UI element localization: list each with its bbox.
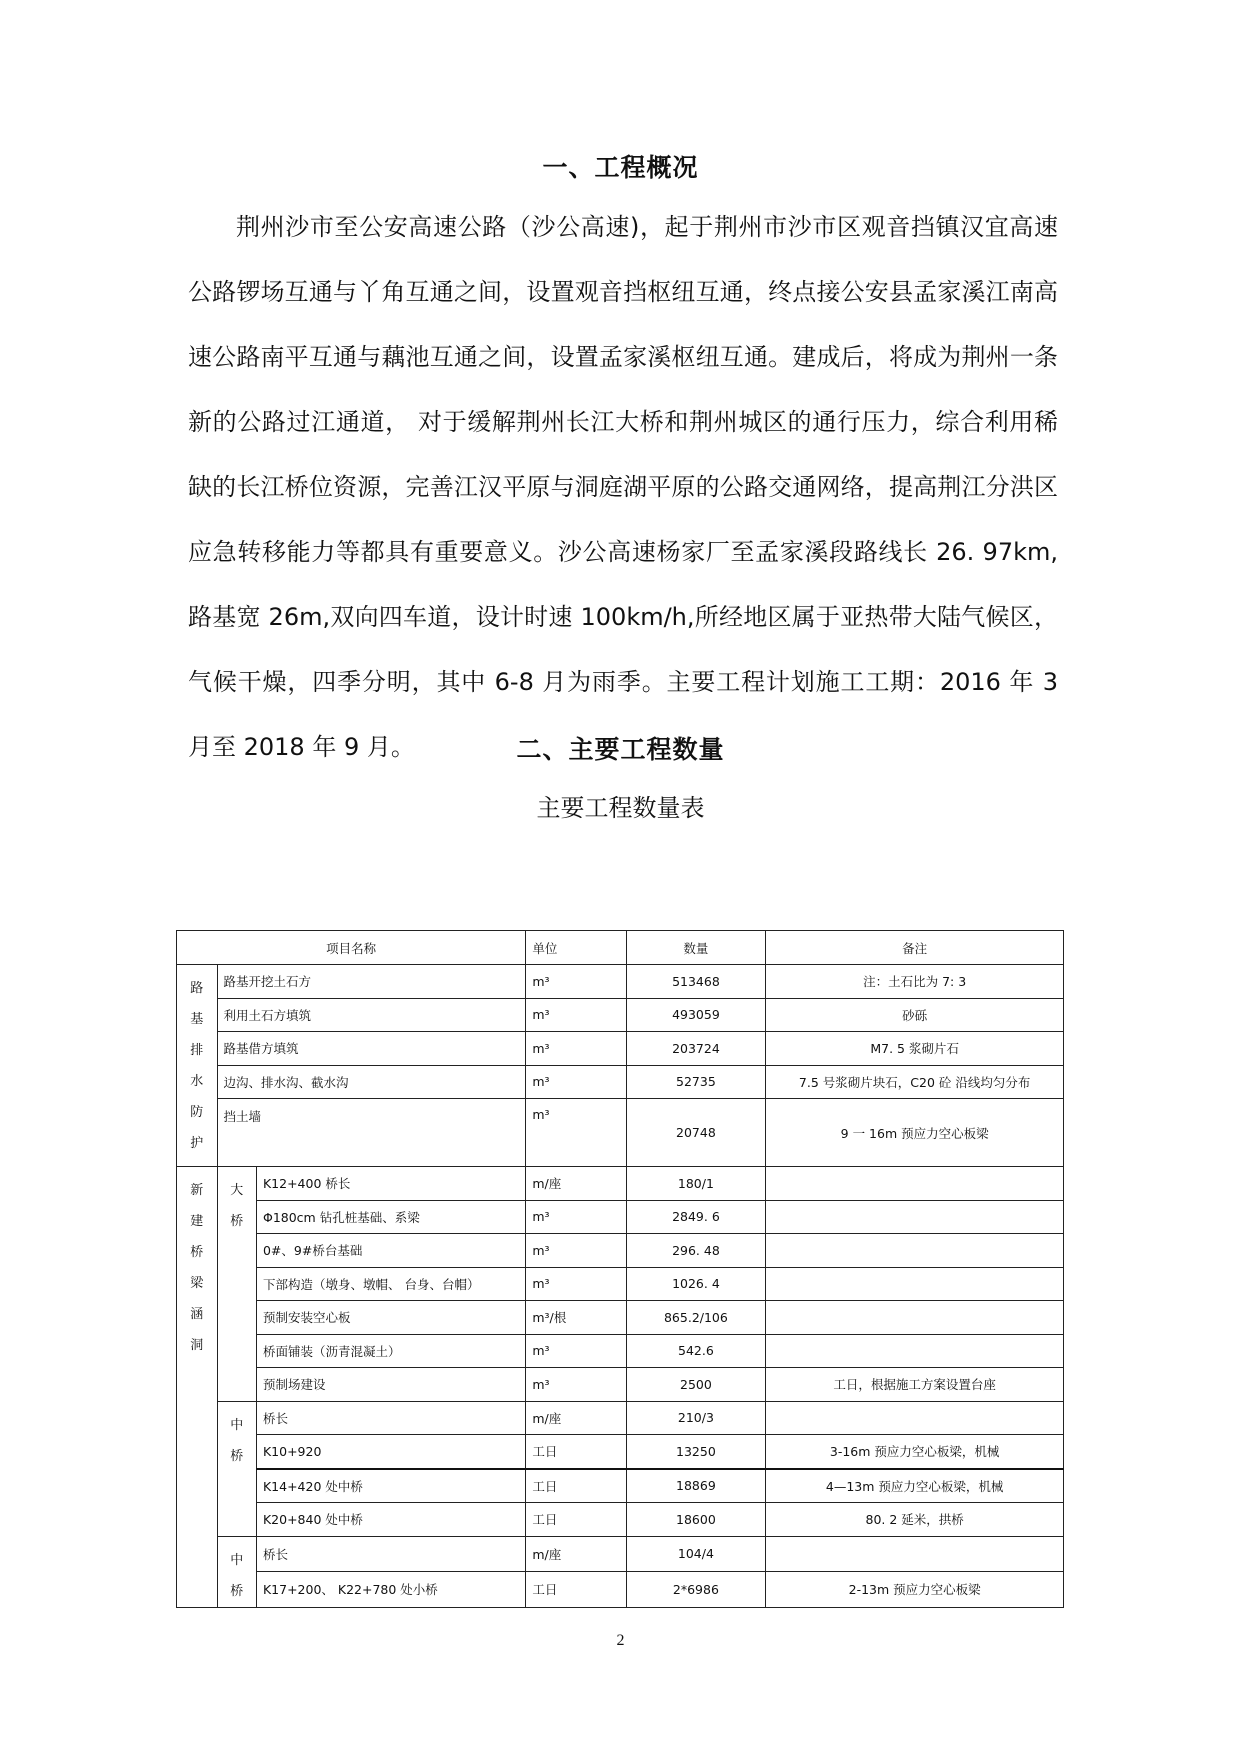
cell-qty: 13250 xyxy=(626,1435,766,1469)
cell-qty: 18600 xyxy=(626,1503,766,1537)
cell-note: 2-13m 预应力空心板梁 xyxy=(766,1572,1064,1608)
cell-note xyxy=(766,1234,1064,1268)
sublabel-large-bridge: 大 桥 xyxy=(217,1167,256,1402)
section-heading-overview: 一、工程概况 xyxy=(542,153,699,182)
cell-name: K20+840 处中桥 xyxy=(256,1503,525,1537)
cell-name: 边沟、排水沟、截水沟 xyxy=(217,1065,526,1099)
cell-unit: m³ xyxy=(526,1099,626,1167)
header-name: 项目名称 xyxy=(177,931,526,965)
cell-name: 预制安装空心板 xyxy=(256,1301,525,1335)
cell-note xyxy=(766,1301,1064,1335)
table-row xyxy=(177,1032,1064,1066)
cell-qty: 2500 xyxy=(626,1368,766,1402)
cell-unit: m³ xyxy=(526,1234,626,1268)
cell-unit: 工日 xyxy=(526,1435,626,1469)
table-row xyxy=(177,1167,1064,1201)
sublabel-small-bridge: 中 桥 xyxy=(217,1536,256,1607)
cell-name: 桥长 xyxy=(256,1401,525,1435)
table-row xyxy=(177,1435,1064,1469)
cell-qty: 865.2/106 xyxy=(626,1301,766,1335)
table-row xyxy=(177,1368,1064,1402)
cell-note: 80. 2 延米，拱桥 xyxy=(766,1503,1064,1537)
quantities-table xyxy=(176,930,1064,1608)
table-row xyxy=(177,1301,1064,1335)
cell-qty: 104/4 xyxy=(626,1536,766,1572)
cell-unit: m³ xyxy=(526,1200,626,1234)
cell-unit: m³ xyxy=(526,1267,626,1301)
cell-name: 预制场建设 xyxy=(256,1368,525,1402)
table-row xyxy=(177,1099,1064,1167)
cell-unit: 工日 xyxy=(526,1469,626,1503)
cell-name: 路基开挖土石方 xyxy=(217,965,526,999)
table-row xyxy=(177,965,1064,999)
table-header-row xyxy=(177,931,1064,965)
cell-name: 0#、9#桥台基础 xyxy=(256,1234,525,1268)
cell-note: 3-16m 预应力空心板梁，机械 xyxy=(766,1435,1064,1469)
cell-name: K14+420 处中桥 xyxy=(256,1469,525,1503)
cell-note: M7. 5 浆砌片石 xyxy=(766,1032,1064,1066)
table-row xyxy=(177,1200,1064,1234)
cell-qty: 493059 xyxy=(626,998,766,1032)
cell-unit: m³ xyxy=(526,998,626,1032)
cell-unit: m³/根 xyxy=(526,1301,626,1335)
cell-qty: 542.6 xyxy=(626,1334,766,1368)
cell-qty: 513468 xyxy=(626,965,766,999)
cell-note xyxy=(766,1536,1064,1572)
cell-note: 7.5 号浆砌片块石，C20 砼 沿线均匀分布 xyxy=(766,1065,1064,1099)
cell-unit: 工日 xyxy=(526,1572,626,1608)
cell-qty: 2*6986 xyxy=(626,1572,766,1608)
table-row xyxy=(177,1503,1064,1537)
cell-qty: 180/1 xyxy=(626,1167,766,1201)
table-row xyxy=(177,1267,1064,1301)
cell-name: 路基借方填筑 xyxy=(217,1032,526,1066)
cell-qty: 18869 xyxy=(626,1469,766,1503)
cell-unit: m/座 xyxy=(526,1401,626,1435)
cell-name: K10+920 xyxy=(256,1435,525,1469)
cell-unit: m³ xyxy=(526,1334,626,1368)
cell-note: 砂砾 xyxy=(766,998,1064,1032)
table-row xyxy=(177,1234,1064,1268)
cell-name: K12+400 桥长 xyxy=(256,1167,525,1201)
group-label-bridges: 新 建 桥 梁 涵 洞 xyxy=(177,1167,218,1608)
cell-qty: 1026. 4 xyxy=(626,1267,766,1301)
table-row xyxy=(177,1334,1064,1368)
table-row xyxy=(177,998,1064,1032)
header-unit: 单位 xyxy=(526,931,626,965)
cell-qty: 52735 xyxy=(626,1065,766,1099)
cell-unit: 工日 xyxy=(526,1503,626,1537)
cell-qty: 20748 xyxy=(626,1099,766,1167)
cell-qty: 296. 48 xyxy=(626,1234,766,1268)
header-note: 备注 xyxy=(766,931,1064,965)
cell-note xyxy=(766,1167,1064,1201)
cell-note: 注：土石比为 7: 3 xyxy=(766,965,1064,999)
cell-unit: m³ xyxy=(526,1368,626,1402)
group-label-subgrade: 路 基 排 水 防 护 xyxy=(177,965,218,1167)
table-row xyxy=(177,1401,1064,1435)
cell-note: 4—13m 预应力空心板梁，机械 xyxy=(766,1469,1064,1503)
cell-unit: m³ xyxy=(526,1032,626,1066)
cell-unit: m³ xyxy=(526,1065,626,1099)
cell-name: 桥长 xyxy=(256,1536,525,1572)
cell-note xyxy=(766,1267,1064,1301)
cell-unit: m/座 xyxy=(526,1167,626,1201)
overview-text: 荆州沙市至公安高速公路（沙公高速)，起于荆州市沙市区观音挡镇汉宜高速公路锣场互通与丫角互通之间，设置观音挡枢纽互通，终点接公安县孟家溪江南高速公路南平互通与藕池互通之间，设置孟家溪枢纽互通。建成后，将成为荆州一条新的公路过江通道， 对于缓解荆州长江大桥和荆州城区的通行压力，综合利用稀缺的长江桥位资源，完善江汉平原与洞庭湖平原的公路交通网络，提高荆江分洪区应急转移能力等都具有重要意义。沙公高速杨家厂至孟家溪段路线长 26. 97km,路基宽 26m,双向四车道，设计时速 100km/h,所经地区属于亚热带大陆气候区，气候干燥，四季分明，其中 6-8 月为雨季。主要工程计划施工工期：2016 年 3 月至 2018 年 9 月。 xyxy=(188,213,1058,761)
cell-unit: m/座 xyxy=(526,1536,626,1572)
sublabel-medium-bridge: 中 桥 xyxy=(217,1401,256,1536)
cell-note: 9 一 16m 预应力空心板梁 xyxy=(766,1099,1064,1167)
table-row xyxy=(177,1065,1064,1099)
cell-name: Φ180cm 钻孔桩基础、系梁 xyxy=(256,1200,525,1234)
table-row xyxy=(177,1536,1064,1572)
cell-note: 工日，根据施工方案设置台座 xyxy=(766,1368,1064,1402)
table-title: 主要工程数量表 xyxy=(536,794,705,822)
overview-paragraph xyxy=(188,195,1058,780)
table-row xyxy=(177,1469,1064,1503)
cell-qty: 203724 xyxy=(626,1032,766,1066)
cell-note xyxy=(766,1334,1064,1368)
cell-note xyxy=(766,1401,1064,1435)
cell-qty: 2849. 6 xyxy=(626,1200,766,1234)
cell-note xyxy=(766,1200,1064,1234)
page-number: 2 xyxy=(616,1632,625,1649)
cell-name: 桥面铺装（沥青混凝土） xyxy=(256,1334,525,1368)
section-heading-quantities: 二、主要工程数量 xyxy=(516,735,725,764)
cell-name: 下部构造（墩身、墩帽、 台身、台帽） xyxy=(256,1267,525,1301)
table-row xyxy=(177,1572,1064,1608)
cell-qty: 210/3 xyxy=(626,1401,766,1435)
cell-name: 利用土石方填筑 xyxy=(217,998,526,1032)
header-qty: 数量 xyxy=(626,931,766,965)
cell-unit: m³ xyxy=(526,965,626,999)
cell-name: 挡土墙 xyxy=(217,1099,526,1167)
cell-name: K17+200、 K22+780 处小桥 xyxy=(256,1572,525,1608)
